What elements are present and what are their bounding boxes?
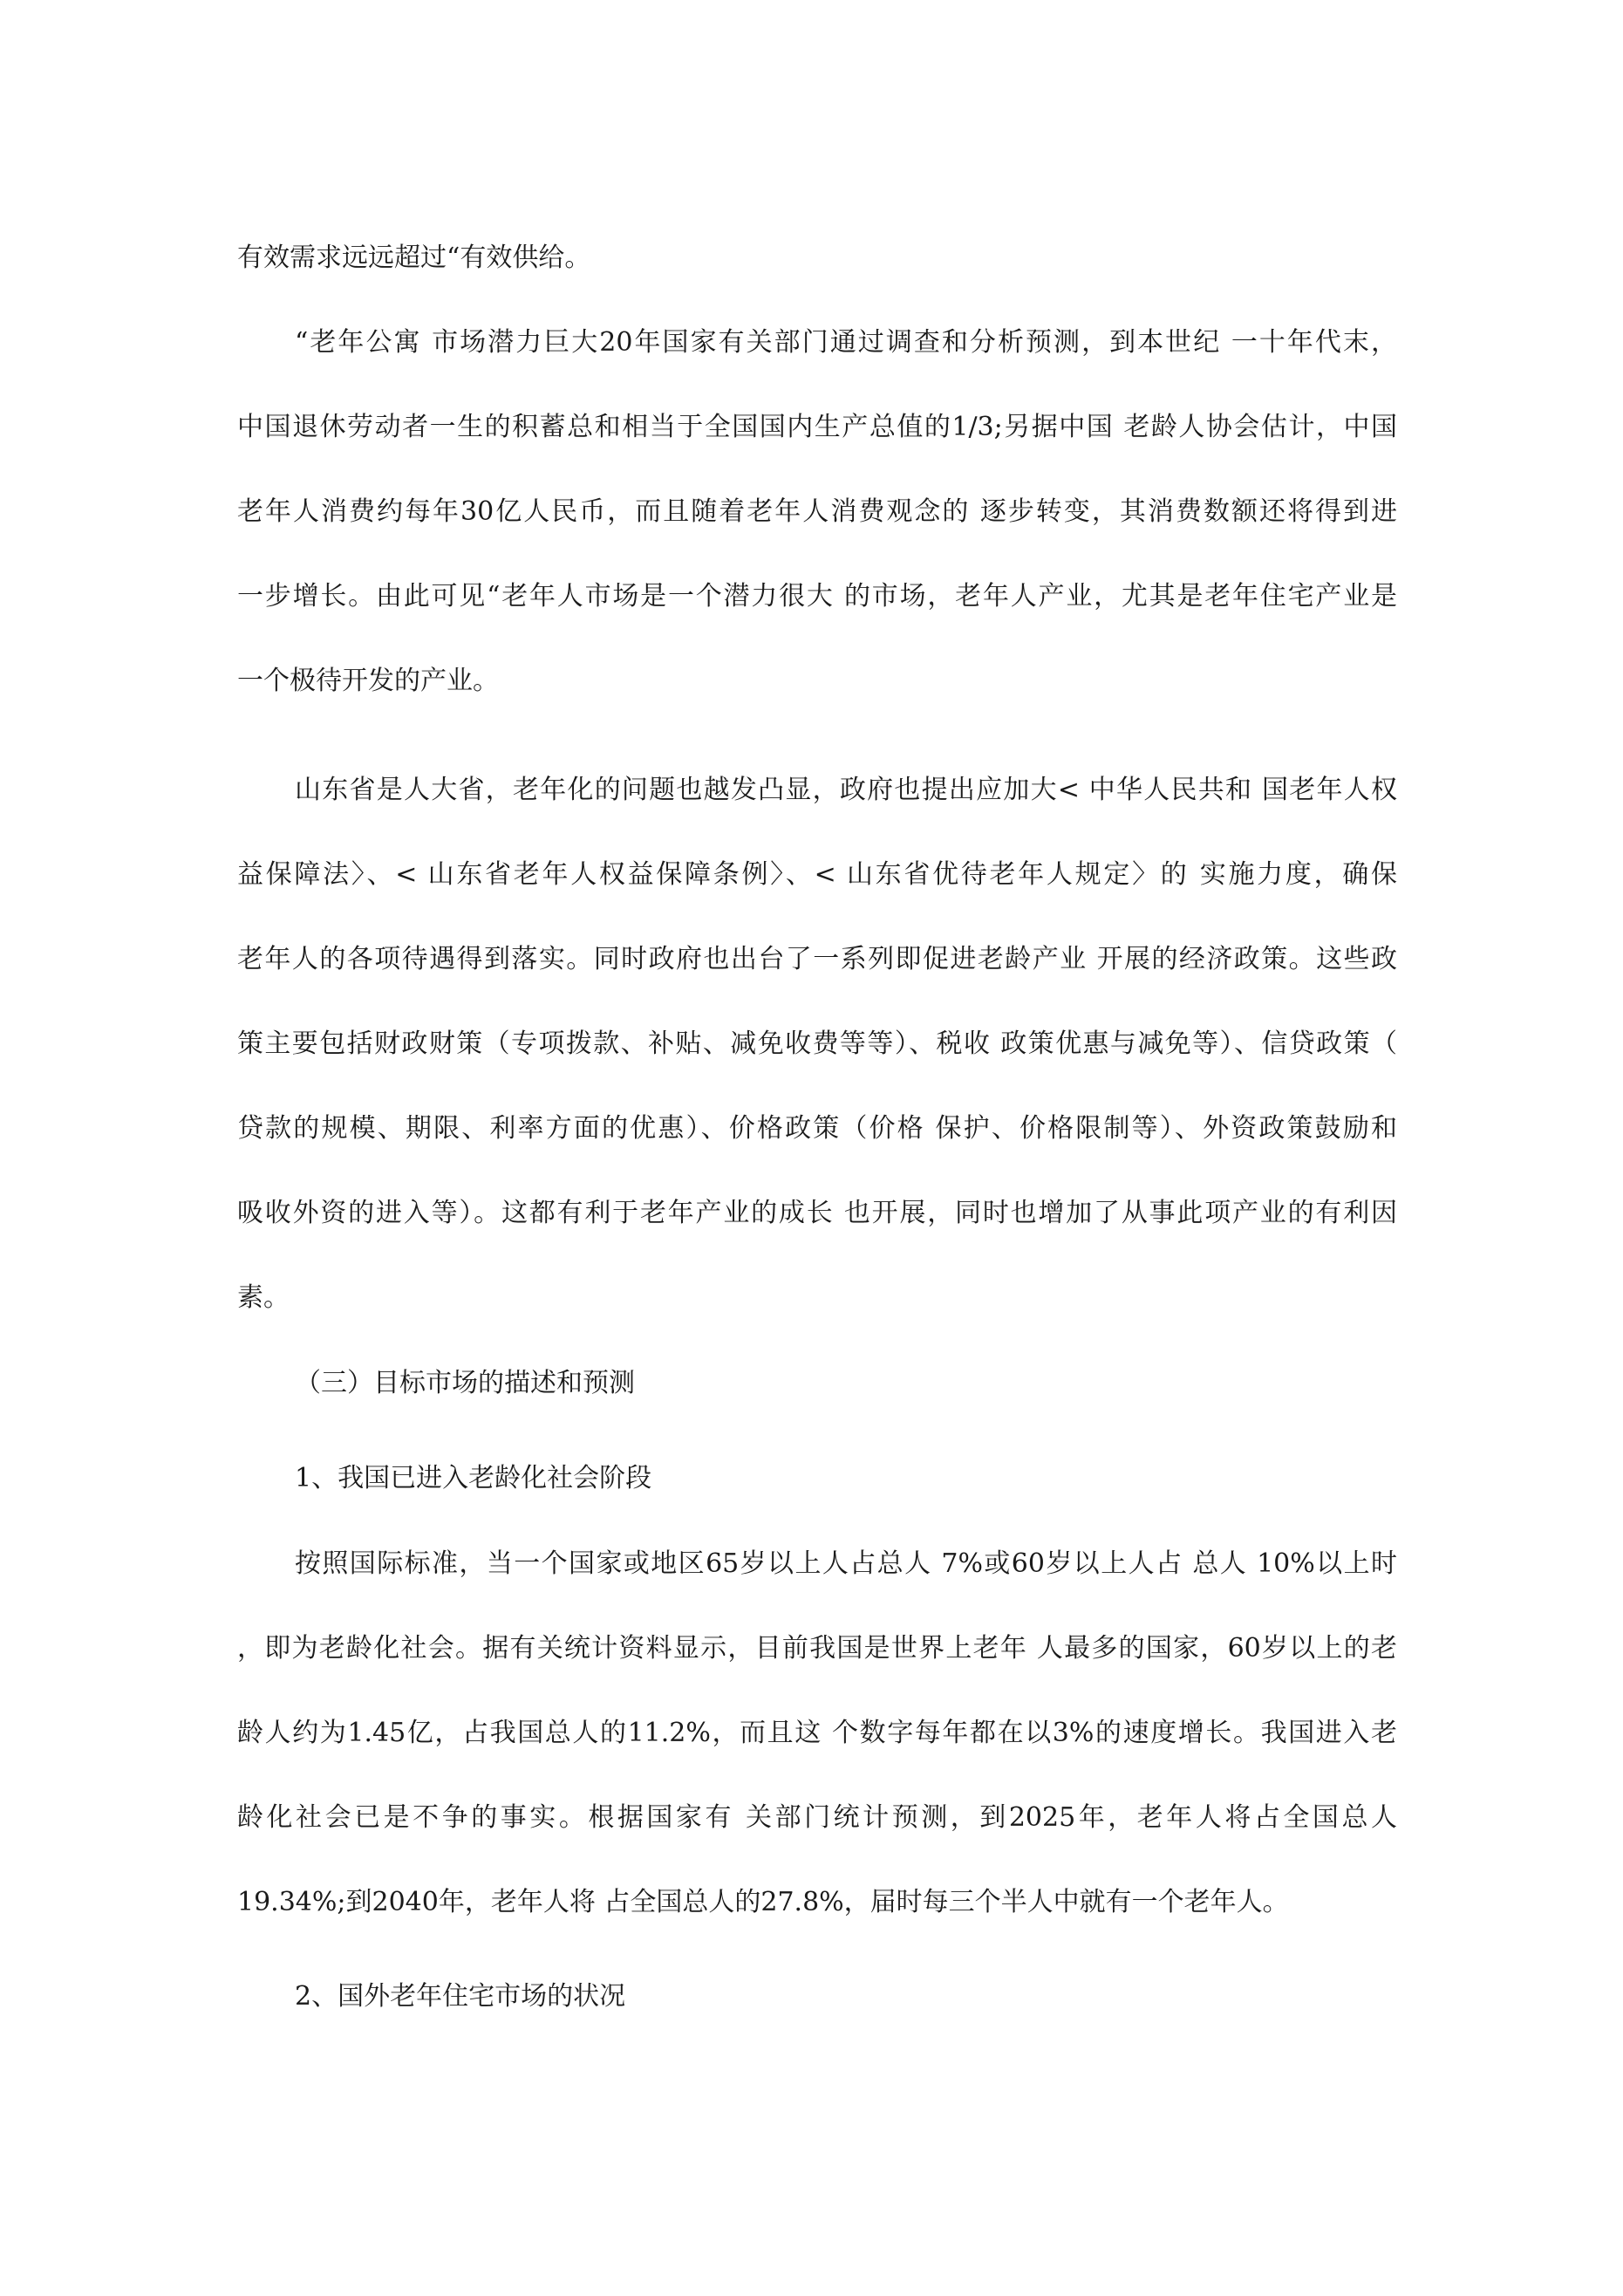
paragraph-line: ，即为老龄化社会。据有关统计资料显示，目前我国是世界上老年 人最多的国家，60岁以上的老 <box>237 1633 1397 1664</box>
paragraph-line: 策主要包括财政财策（专项拨款、补贴、减免收费等等）、税收 政策优惠与减免等）、信贷政策（ <box>237 1028 1397 1059</box>
paragraph-line: 素。 <box>237 1282 290 1313</box>
paragraph-line: 老年人消费约每年30亿人民币，而且随着老年人消费观念的 逐步转变，其消费数额还将得到进 <box>237 496 1397 527</box>
paragraph-line: 贷款的规模、期限、利率方面的优惠）、价格政策（价格 保护、价格限制等）、外资政策鼓励和 <box>237 1113 1397 1144</box>
paragraph-line: 老年人的各项待遇得到落实。同时政府也出台了一系列即促进老龄产业 开展的经济政策。这些政 <box>237 944 1397 974</box>
paragraph-line: “老年公寓 市场潜力巨大20年国家有关部门通过调查和分析预测，到本世纪 一十年代末， <box>295 327 1397 358</box>
paragraph-line: 山东省是人大省，老年化的问题也越发凸显，政府也提出应加大< 中华人民共和 国老年人权 <box>295 775 1397 805</box>
paragraph-line: 按照国际标准，当一个国家或地区65岁以上人占总人 7%或60岁以上人占 总人 10%以上时 <box>295 1548 1397 1579</box>
paragraph-line: 吸收外资的进入等）。这都有利于老年产业的成长 也开展，同时也增加了从事此项产业的有利因 <box>237 1198 1397 1228</box>
paragraph-line: 中国退休劳动者一生的积蓄总和相当于全国国内生产总值的1/3;另据中国 老龄人协会估计，中国 <box>237 412 1397 442</box>
paragraph-line: 一个极待开发的产业。 <box>237 666 499 696</box>
paragraph-line: 19.34%;到2040年，老年人将 占全国总人的27.8%，届时每三个半人中就有一个老年人。 <box>237 1887 1289 1917</box>
paragraph-line: 一步增长。由此可见“老年人市场是一个潜力很大 的市场，老年人产业，尤其是老年住宅产业是 <box>237 581 1397 612</box>
paragraph-line: 龄化社会已是不争的事实。根据国家有 关部门统计预测，到2025年，老年人将占全国总人 <box>237 1802 1397 1833</box>
paragraph-line: 龄人约为1.45亿，占我国总人的11.2%，而且这 个数字每年都在以3%的速度增长。我国进入老 <box>237 1718 1397 1748</box>
subsection-heading: 2、国外老年住宅市场的状况 <box>295 1981 626 2012</box>
subsection-heading: 1、我国已进入老龄化社会阶段 <box>295 1463 652 1493</box>
section-heading: （三）目标市场的描述和预测 <box>295 1368 635 1398</box>
paragraph-line: 益保障法〉、< 山东省老年人权益保障条例〉、< 山东省优待老年人规定〉的 实施力度，确保 <box>237 859 1397 890</box>
paragraph-line: 有效需求远远超过“有效供给。 <box>237 243 591 273</box>
